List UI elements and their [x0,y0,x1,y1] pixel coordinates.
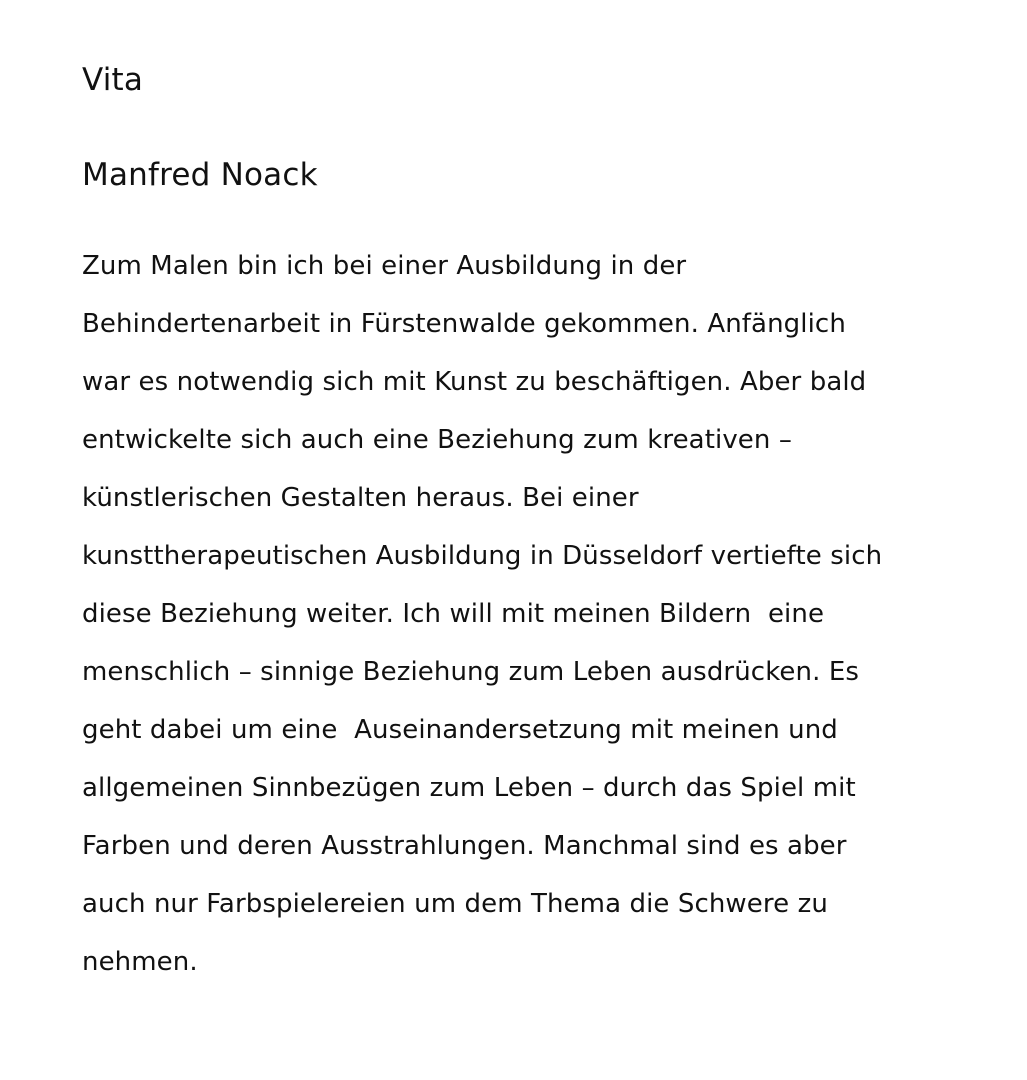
paragraph-line: allgemeinen Sinnbezügen zum Leben – durch das Spiel mit [82,773,856,803]
paragraph-line: Zum Malen bin ich bei einer Ausbildung in der [82,251,687,281]
biography-paragraph [82,242,982,996]
paragraph-line: geht dabei um eine Auseinandersetzung mit meinen und [82,715,838,745]
paragraph-line: Farben und deren Ausstrahlungen. Manchmal sind es aber [82,831,847,861]
document-title: Vita [82,62,144,98]
paragraph-line: Behindertenarbeit in Fürstenwalde gekommen. Anfänglich [82,309,846,339]
author-name: Manfred Noack [82,157,318,193]
paragraph-line: auch nur Farbspielereien um dem Thema die Schwere zu [82,889,828,919]
paragraph-line: kunsttherapeutischen Ausbildung in Düsseldorf vertiefte sich [82,541,883,571]
paragraph-line: künstlerischen Gestalten heraus. Bei einer [82,483,639,513]
paragraph-line: entwickelte sich auch eine Beziehung zum kreativen – [82,425,792,455]
paragraph-line: menschlich – sinnige Beziehung zum Leben ausdrücken. Es [82,657,860,687]
paragraph-line: nehmen. [82,947,198,977]
paragraph-line: diese Beziehung weiter. Ich will mit meinen Bildern eine [82,599,825,629]
paragraph-line: war es notwendig sich mit Kunst zu beschäftigen. Aber bald [82,367,867,397]
